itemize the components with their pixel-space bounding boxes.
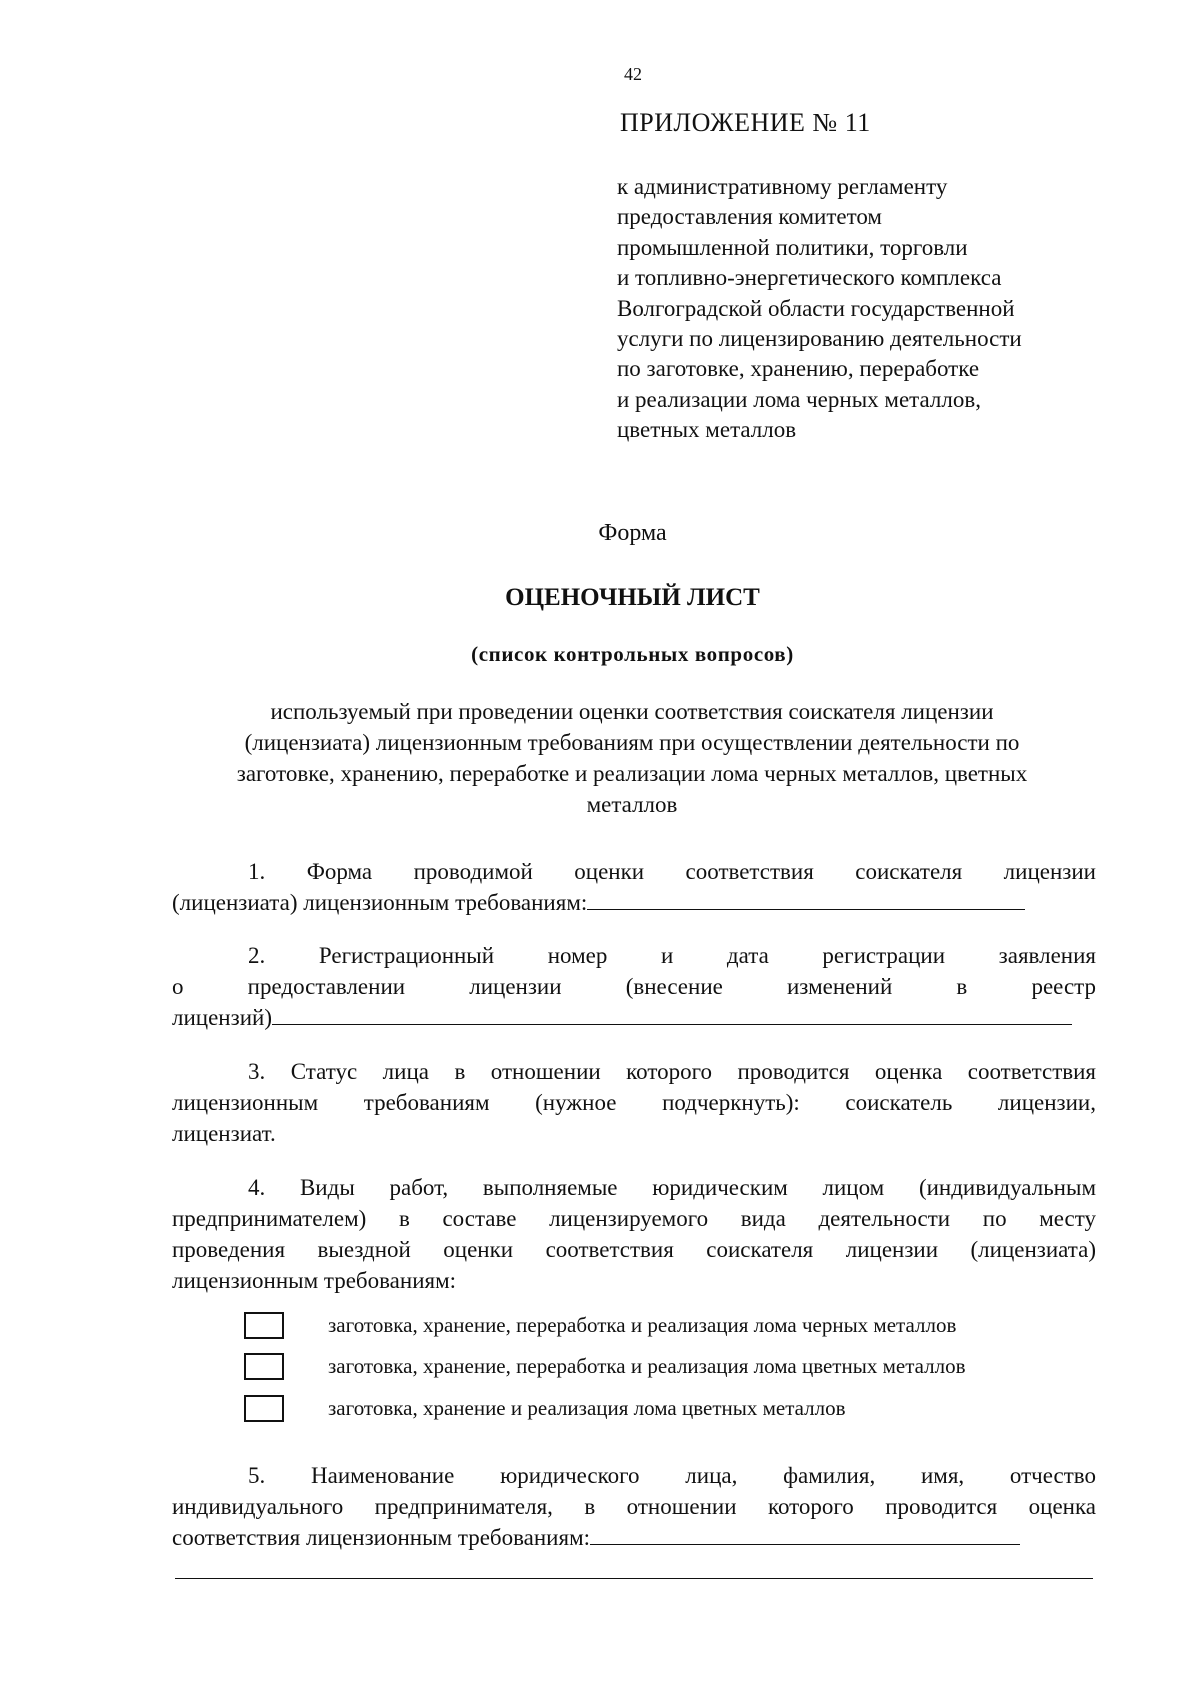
item-5-answer-field-continuation[interactable] bbox=[175, 1578, 1093, 1579]
option-3-checkbox[interactable] bbox=[244, 1395, 284, 1422]
intro-line: используемый при проведении оценки соответствия соискателя лицензии bbox=[270, 699, 994, 724]
item-5-line-3-wrap bbox=[172, 1522, 1096, 1553]
appendix-subtitle-line: к административному регламенту bbox=[617, 174, 948, 199]
intro-text bbox=[172, 696, 1092, 820]
document-title: ОЦЕНОЧНЫЙ ЛИСТ bbox=[505, 584, 760, 611]
appendix-subtitle-line: и топливно-энергетического комплекса bbox=[617, 265, 1002, 291]
item-5-line-2: индивидуального предпринимателя, в отношении которого проводится оценка bbox=[172, 1494, 1096, 1519]
appendix-subtitle-line: промышленной политики, торговли bbox=[617, 234, 968, 260]
intro-line: заготовке, хранению, переработке и реализации лома черных металлов, цветных bbox=[236, 761, 1028, 786]
item-4-option-2 bbox=[244, 1351, 966, 1381]
appendix-subtitle-line: услуги по лицензированию деятельности bbox=[617, 326, 1022, 352]
page-number: 42 bbox=[624, 64, 642, 84]
item-4 bbox=[172, 1172, 1096, 1296]
document-subtitle: (список контрольных вопросов) bbox=[471, 642, 794, 666]
item-1-line-2: (лицензиата) лицензионным требованиям: bbox=[172, 890, 588, 915]
item-1-answer-field[interactable] bbox=[587, 887, 1025, 910]
item-2-line-3: лицензий) bbox=[172, 1005, 272, 1030]
item-5 bbox=[172, 1460, 1096, 1553]
item-4-line-1: 4. Виды работ, выполняемые юридическим лицом (индивидуальным bbox=[248, 1175, 1096, 1200]
option-1-label: заготовка, хранение, переработка и реализация лома черных металлов bbox=[328, 1312, 957, 1337]
item-1-line-2-wrap bbox=[172, 887, 1096, 918]
appendix-subtitle bbox=[617, 172, 1097, 446]
item-5-line-3: соответствия лицензионным требованиям: bbox=[172, 1525, 591, 1550]
item-3-line-2: лицензионным требованиям (нужное подчеркнуть): соискатель лицензии, bbox=[172, 1090, 1096, 1115]
item-4-option-3 bbox=[244, 1393, 846, 1423]
option-1-checkbox[interactable] bbox=[244, 1312, 284, 1339]
appendix-subtitle-line: цветных металлов bbox=[617, 417, 797, 443]
intro-line: (лицензиата) лицензионным требованиям при осуществлении деятельности по bbox=[244, 730, 1020, 755]
item-2 bbox=[172, 940, 1096, 1033]
item-3-line-1: 3. Статус лица в отношении которого проводится оценка соответствия bbox=[248, 1059, 1096, 1084]
item-4-option-1 bbox=[244, 1310, 956, 1340]
appendix-subtitle-line: по заготовке, хранению, переработке bbox=[617, 356, 980, 382]
option-2-checkbox[interactable] bbox=[244, 1353, 284, 1380]
item-3-line-3: лицензиат. bbox=[172, 1121, 276, 1146]
appendix-subtitle-line: и реализации лома черных металлов, bbox=[617, 386, 981, 412]
item-2-line-1: 2. Регистрационный номер и дата регистрации заявления bbox=[248, 943, 1096, 968]
form-label: Форма bbox=[598, 520, 667, 546]
appendix-subtitle-line: предоставления комитетом bbox=[617, 204, 882, 230]
item-4-line-3: проведения выездной оценки соответствия соискателя лицензии (лицензиата) bbox=[172, 1237, 1096, 1262]
item-3 bbox=[172, 1056, 1096, 1149]
option-3-label: заготовка, хранение и реализация лома цветных металлов bbox=[328, 1395, 846, 1420]
item-1-line-1: 1. Форма проводимой оценки соответствия соискателя лицензии bbox=[248, 859, 1096, 884]
item-5-line-1: 5. Наименование юридического лица, фамилия, имя, отчество bbox=[248, 1463, 1096, 1488]
appendix-subtitle-line: Волгоградской области государственной bbox=[617, 295, 1015, 321]
item-4-line-4: лицензионным требованиям: bbox=[172, 1268, 457, 1293]
appendix-title: ПРИЛОЖЕНИЕ № 11 bbox=[620, 108, 871, 137]
intro-line: металлов bbox=[586, 792, 678, 817]
item-2-answer-field[interactable] bbox=[272, 1002, 1072, 1025]
item-4-line-2: предпринимателем) в составе лицензируемого вида деятельности по месту bbox=[172, 1206, 1096, 1231]
option-2-label: заготовка, хранение, переработка и реализация лома цветных металлов bbox=[328, 1353, 966, 1378]
item-2-line-3-wrap bbox=[172, 1002, 1096, 1033]
item-2-line-2: о предоставлении лицензии (внесение изменений в реестр bbox=[172, 974, 1096, 999]
item-1 bbox=[172, 856, 1096, 918]
item-5-answer-field[interactable] bbox=[590, 1522, 1020, 1545]
